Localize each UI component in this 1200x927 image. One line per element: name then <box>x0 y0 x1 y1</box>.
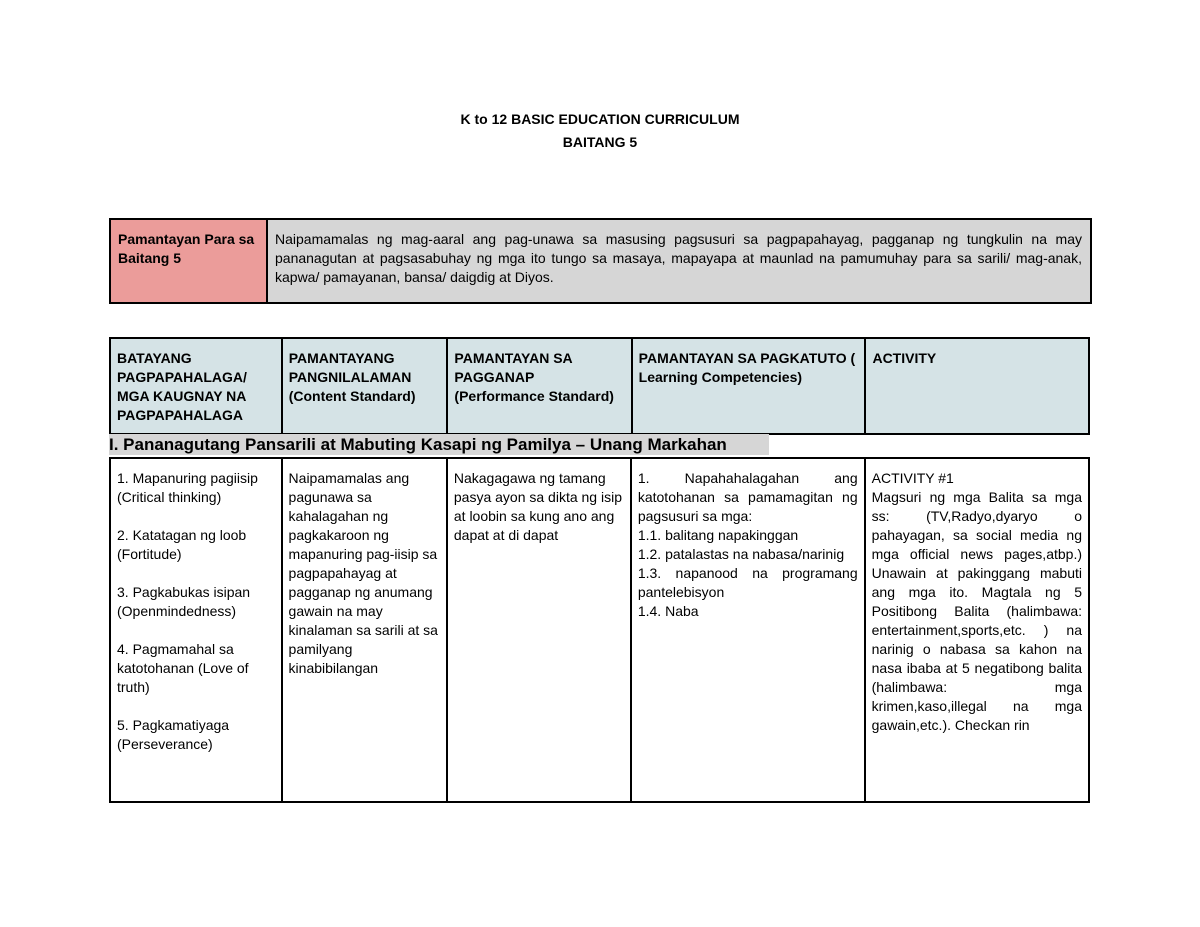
value-item: 2. Katatagan ng loob (Fortitude) <box>117 527 247 562</box>
competency-item: 1.4. Naba <box>637 603 699 619</box>
content-standard-cell: Naipamamalas ang pagunawa sa kahalagahan ng pagkakaroon ng mapanuring pag-iisip sa pagpapahayag at pagganap ng anumang gawain na may kinalaman sa sarili at sa pamilyang kinabibilangan <box>282 458 447 802</box>
performance-standard-cell: Nakagagawa ng tamang pasya ayon sa dikta ng isip at loobin sa kung ano ang dapat at di dapat <box>447 458 631 802</box>
curriculum-table-body <box>109 457 1090 803</box>
header-activity: ACTIVITY <box>865 338 1089 434</box>
document-subtitle: BAITANG 5 <box>562 134 638 150</box>
value-item: 3. Pagkabukas isipan (Openmindedness) <box>117 584 251 619</box>
header-row <box>110 338 1089 434</box>
header-performance-standard: PAMANTAYAN SA PAGGANAP (Performance Standard) <box>447 338 631 434</box>
section-title: I. Pananagutang Pansarili at Mabuting Kasapi ng Pamilya – Unang Markahan <box>109 434 769 455</box>
value-item: 1. Mapanuring pagiisip (Critical thinking) <box>117 470 258 505</box>
competency-item: 1. Napahahalagahan ang katotohanan sa pamamagitan ng pagsusuri sa mga: <box>637 470 858 524</box>
value-item: 4. Pagmamahal sa katotohanan (Love of truth) <box>117 641 249 695</box>
activity-title: ACTIVITY #1 <box>871 470 954 486</box>
grade-standard-label: Pamantayan Para sa Baitang 5 <box>110 219 267 303</box>
value-item: 5. Pagkamatiyaga (Perseverance) <box>117 717 230 752</box>
values-cell <box>110 458 282 802</box>
document-title: K to 12 BASIC EDUCATION CURRICULUM <box>460 111 740 127</box>
competency-item: 1.1. balitang napakinggan <box>637 527 799 543</box>
grade-standard-row <box>110 219 1091 303</box>
competency-item: 1.3. napanood na programang pantelebisyon <box>637 565 858 600</box>
table-row <box>110 458 1089 802</box>
curriculum-table-header <box>109 337 1090 435</box>
header-content-standard: PAMANTAYANG PANGNILALAMAN (Content Standard) <box>282 338 448 434</box>
activity-text: Magsuri ng mga Balita sa mga ss: (TV,Radyo,dyaryo o pahayagan, sa social media ng mga official news pages,atbp.) Unawain at pakinggang mabuti ang mga ito. Magtala ng 5 Positibong Balita (halimbawa: entertainment,sports,etc. ) na narinig o nabasa sa kahon na nasa ibaba at 5 negatibong balita (halimbawa: mga krimen,kaso,illegal na mga gawain,etc.). Checkan rin <box>871 489 1082 733</box>
grade-standard-table <box>109 218 1092 304</box>
competencies-cell <box>631 458 865 802</box>
competency-item: 1.2. patalastas na nabasa/narinig <box>637 546 845 562</box>
header-learning-competencies: PAMANTAYAN SA PAGKATUTO ( Learning Competencies) <box>632 338 866 434</box>
activity-cell <box>865 458 1089 802</box>
header-values: BATAYANG PAGPAPAHALAGA/ MGA KAUGNAY NA PAGPAPAHALAGA <box>110 338 282 434</box>
grade-standard-text: Naipamamalas ng mag-aaral ang pag-unawa sa masusing pagsusuri sa pagpapahayag, pagganap ng tungkulin na may pananagutan at pagsasabuhay ng mga ito tungo sa masaya, mapayapa at maunlad na pamumuhay para sa sarili/ mag-anak, kapwa/ pamayanan, bansa/ daigdig at Diyos. <box>267 219 1091 303</box>
